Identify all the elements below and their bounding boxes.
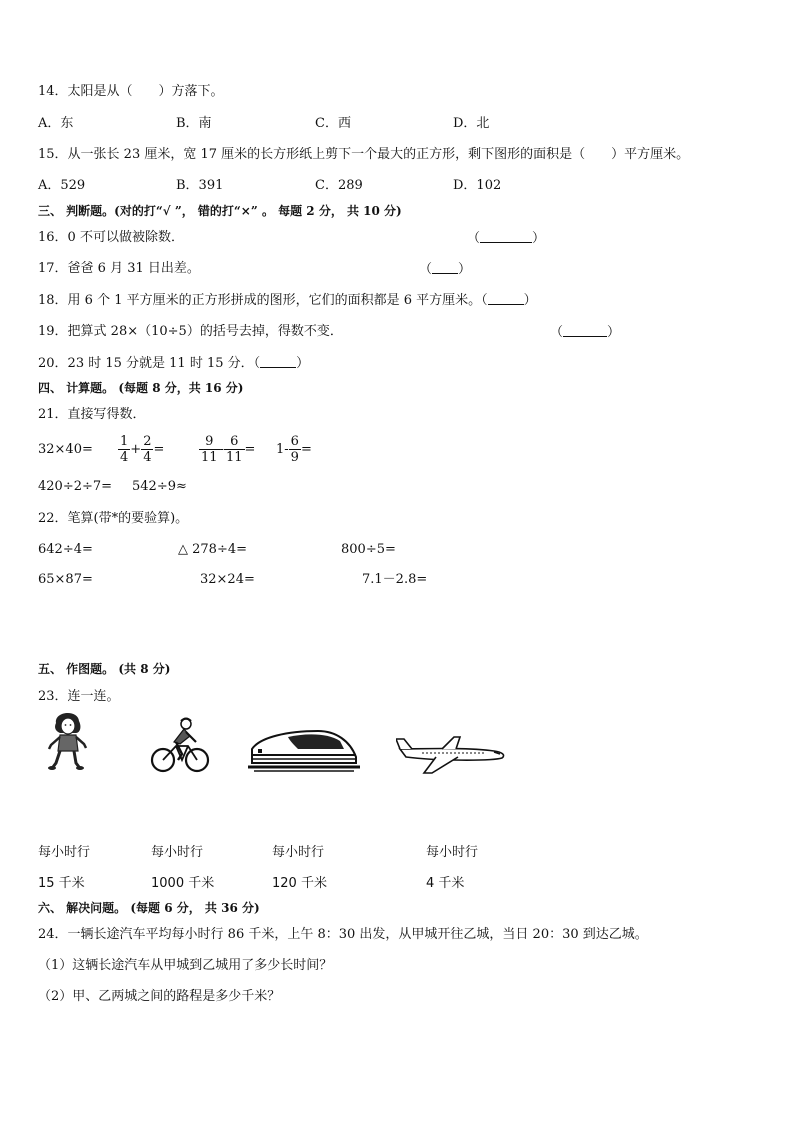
question-16-text: 16．0 不可以做被除数．	[38, 230, 184, 245]
calc-642-div-4: 642÷4=	[38, 542, 93, 557]
calc-542-div-9: 542÷9≈	[132, 479, 187, 494]
calc-7.1-minus-2.8: 7.1－2.8=	[362, 572, 428, 587]
q24-subquestion-1: （1）这辆长途汽车从甲城到乙城用了多少长时间？	[38, 958, 333, 973]
q14-option-d: D．北	[453, 116, 490, 131]
question-15-text: 15．从一张长 23 厘米，宽 17 厘米的长方形纸上剪下一个最大的正方形，剩下图形的面积是（ ）平方厘米。	[38, 147, 690, 162]
fraction-2-4: $\frac{2}{4}$	[143, 434, 152, 465]
question-23-text: 23．连一连。	[38, 689, 120, 704]
calc-one-minus-fraction: 1- $\frac{6}{9}$ =	[276, 434, 312, 465]
calc-65x87: 65×87=	[38, 572, 93, 587]
speed-value-4: 4 千米	[426, 876, 465, 891]
q15-option-c: C．289	[315, 178, 363, 193]
cyclist-image	[150, 714, 210, 774]
calc-800-div-5: 800÷5=	[341, 542, 396, 557]
section-5-heading: 五、 作图题。 (共 8 分)	[38, 662, 171, 676]
question-18-text: 18．用 6 个 1 平方厘米的正方形拼成的图形，它们的面积都是 6 平方厘米。（ ）	[38, 293, 537, 308]
calc-fraction-difference: $\frac{9}{11}$ - $\frac{6}{11}$ =	[201, 434, 256, 465]
high-speed-train-image	[248, 727, 360, 775]
calc-32x24: 32×24=	[200, 572, 255, 587]
fraction-6-9: $\frac{6}{9}$	[290, 434, 299, 465]
airplane-image	[396, 735, 508, 775]
calc-32x40: 32×40=	[38, 442, 93, 457]
q15-option-a: A．529	[38, 178, 86, 193]
q17-answer-blank[interactable]: （ ）	[419, 262, 472, 277]
section-4-heading: 四、 计算题。 (每题 8 分，共 16 分)	[38, 381, 244, 395]
speed-label-1: 每小时行	[38, 845, 91, 860]
q15-option-b: B．391	[176, 178, 224, 193]
fraction-6-11: $\frac{6}{11}$	[225, 434, 243, 465]
q20-answer-blank[interactable]	[260, 355, 296, 368]
question-14-text: 14．太阳是从（ ）方落下。	[38, 84, 224, 99]
speed-value-1000: 1000 千米	[151, 876, 215, 891]
section-6-heading: 六、 解决问题。 (每题 6 分， 共 36 分)	[38, 901, 260, 915]
q24-subquestion-2: （2）甲、乙两城之间的路程是多少千米？	[38, 989, 281, 1004]
walking-girl-image	[46, 709, 90, 773]
q19-answer-blank[interactable]: （ ）	[550, 325, 621, 340]
fraction-9-11: $\frac{9}{11}$	[201, 434, 218, 465]
calc-420-div: 420÷2÷7=	[38, 479, 113, 494]
q14-option-a: A．东	[38, 116, 74, 131]
q18-answer-blank[interactable]	[488, 292, 524, 305]
section-3-heading: 三、 判断题。(对的打“√ ”， 错的打“×” 。 每题 2 分， 共 10 分)	[38, 204, 402, 218]
calc-278-div-4: △ 278÷4=	[178, 542, 247, 557]
question-24-text: 24．一辆长途汽车平均每小时行 86 千米，上午 8：30 出发，从甲城开往乙城，当日 20：30 到达乙城。	[38, 927, 648, 942]
question-19-text: 19．把算式 28×（10÷5）的括号去掉，得数不变．	[38, 324, 343, 339]
question-20-text: 20．23 时 15 分就是 11 时 15 分．（ ）	[38, 356, 310, 371]
question-22-text: 22．笔算(带*的要验算)。	[38, 511, 189, 526]
question-17-text: 17．爸爸 6 月 31 日出差。	[38, 261, 200, 276]
speed-value-15: 15 千米	[38, 876, 85, 891]
q15-option-d: D．102	[453, 178, 502, 193]
q14-option-b: B．南	[176, 116, 212, 131]
q16-answer-blank[interactable]: （ ）	[467, 231, 546, 246]
speed-label-2: 每小时行	[151, 845, 204, 860]
question-21-text: 21．直接写得数．	[38, 407, 146, 422]
speed-value-120: 120 千米	[272, 876, 327, 891]
calc-fraction-sum: $\frac{1}{4}$ + $\frac{2}{4}$ =	[120, 434, 165, 465]
speed-label-3: 每小时行	[272, 845, 325, 860]
speed-label-4: 每小时行	[426, 845, 479, 860]
q14-option-c: C．西	[315, 116, 351, 131]
fraction-1-4: $\frac{1}{4}$	[120, 434, 129, 465]
